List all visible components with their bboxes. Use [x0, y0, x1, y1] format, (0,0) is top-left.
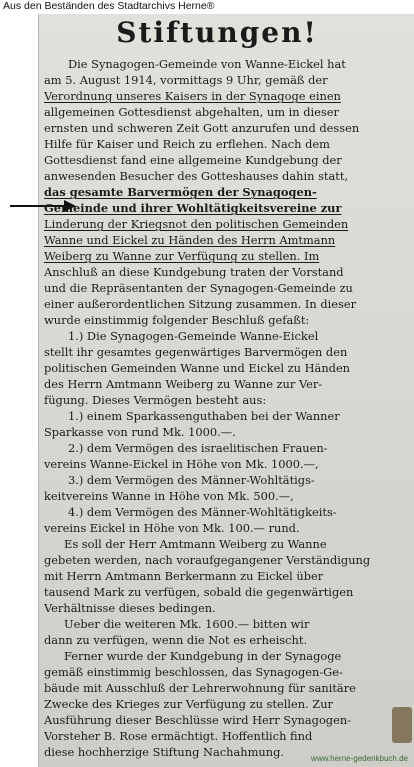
- text-line: Hilfe für Kaiser und Reich zu erflehen. Nach dem: [44, 137, 330, 151]
- text-line: Zwecke des Krieges zur Verfügung zu stellen. Zur: [44, 697, 334, 711]
- text-line: mit Herrn Amtmann Berkermann zu Eickel über: [44, 569, 324, 583]
- text-line: Ausführung dieser Beschlüsse wird Herr Synagogen-: [44, 713, 352, 727]
- archive-stamp-icon: [392, 707, 412, 743]
- text-line: gebeten werden, nach voraufgegangener Verständigung: [44, 553, 371, 567]
- text-line: 2.) dem Vermögen des israelitischen Frauen-: [68, 441, 328, 455]
- text-line: des Herrn Amtmann Weiberg zu Wanne zur Ver-: [44, 377, 323, 391]
- text-line: 4.) dem Vermögen des Männer-Wohltätigkeits-: [68, 505, 337, 519]
- text-line: anwesenden Besucher des Gotteshauses dahin statt,: [44, 169, 349, 183]
- text-line: allgemeinen Gottesdienst abgehalten, um in dieser: [44, 105, 339, 119]
- text-line: Verordnung unseres Kaisers in der Synagoge einen: [44, 89, 341, 103]
- watermark: www.herne-gedenkbuch.de: [311, 754, 408, 763]
- text-line: Vorsteher B. Rose ermächtigt. Hoffentlich find: [44, 729, 313, 743]
- text-line: das gesamte Barvermögen der Synagogen-: [44, 185, 317, 199]
- text-line: tausend Mark zu verfügen, sobald die gegenwärtigen: [44, 585, 354, 599]
- text-line: stellt ihr gesamtes gegenwärtiges Barvermögen den: [44, 345, 348, 359]
- text-line: vereins Wanne-Eickel in Höhe von Mk. 1000.—,: [44, 457, 319, 471]
- text-line: 3.) dem Vermögen des Männer-Wohltätigs-: [68, 473, 315, 487]
- text-line: einer außerordentlichen Sitzung zusammen. In dieser: [44, 297, 357, 311]
- text-line: Sparkasse von rund Mk. 1000.—.: [44, 425, 236, 439]
- text-line: Verhältnisse dieses bedingen.: [44, 601, 216, 615]
- text-line: Anschluß an diese Kundgebung traten der Vorstand: [44, 265, 344, 279]
- text-line: wurde einstimmig folgender Beschluß gefaßt:: [44, 313, 310, 327]
- text-line: Wanne und Eickel zu Händen des Herrn Amtmann: [44, 233, 336, 247]
- text-line: Gemeinde und ihrer Wohltätigkeitsvereine zur: [44, 201, 342, 215]
- article-body: [44, 56, 400, 760]
- text-line: 1.) einem Sparkassenguthaben bei der Wanner: [68, 409, 340, 423]
- text-line: Ueber die weiteren Mk. 1600.— bitten wir: [64, 617, 310, 631]
- text-line: fügung. Dieses Vermögen besteht aus:: [44, 393, 267, 407]
- text-line: 1.) Die Synagogen-Gemeinde Wanne-Eickel: [68, 329, 319, 343]
- text-line: gemäß einstimmig beschlossen, das Synagogen-Ge-: [44, 665, 343, 679]
- text-line: dann zu verfügen, wenn die Not es erheischt.: [44, 633, 308, 647]
- text-line: politischen Gemeinden Wanne und Eickel zu Händen: [44, 361, 351, 375]
- text-line: Die Synagogen-Gemeinde von Wanne-Eickel hat: [68, 57, 346, 71]
- text-line: am 5. August 1914, vormittags 9 Uhr, gemäß der: [44, 73, 328, 87]
- text-line: Ferner wurde der Kundgebung in der Synagoge: [64, 649, 342, 663]
- text-line: Linderung der Kriegsnot den politischen Gemeinden: [44, 217, 349, 231]
- text-line: bäude mit Ausschluß der Lehrerwohnung für sanitäre: [44, 681, 356, 695]
- text-line: diese hochherzige Stiftung Nachahmung.: [44, 745, 284, 759]
- text-line: Weiberg zu Wanne zur Verfügung zu stellen. Im: [44, 249, 320, 263]
- text-line: Gottesdienst fand eine allgemeine Kundgebung der: [44, 153, 342, 167]
- archive-caption: Aus den Beständen des Stadtarchivs Herne®: [3, 0, 215, 12]
- text-line: Es soll der Herr Amtmann Weiberg zu Wanne: [64, 537, 327, 551]
- text-line: vereins Eickel in Höhe von Mk. 100.— rund.: [44, 521, 300, 535]
- text-line: ernsten und schweren Zeit Gott anzurufen und dessen: [44, 121, 360, 135]
- text-line: keitvereins Wanne in Höhe von Mk. 500.—,: [44, 489, 294, 503]
- document-title: Stiftungen!: [116, 16, 318, 49]
- text-line: und die Repräsentanten der Synagogen-Gemeinde zu: [44, 281, 353, 295]
